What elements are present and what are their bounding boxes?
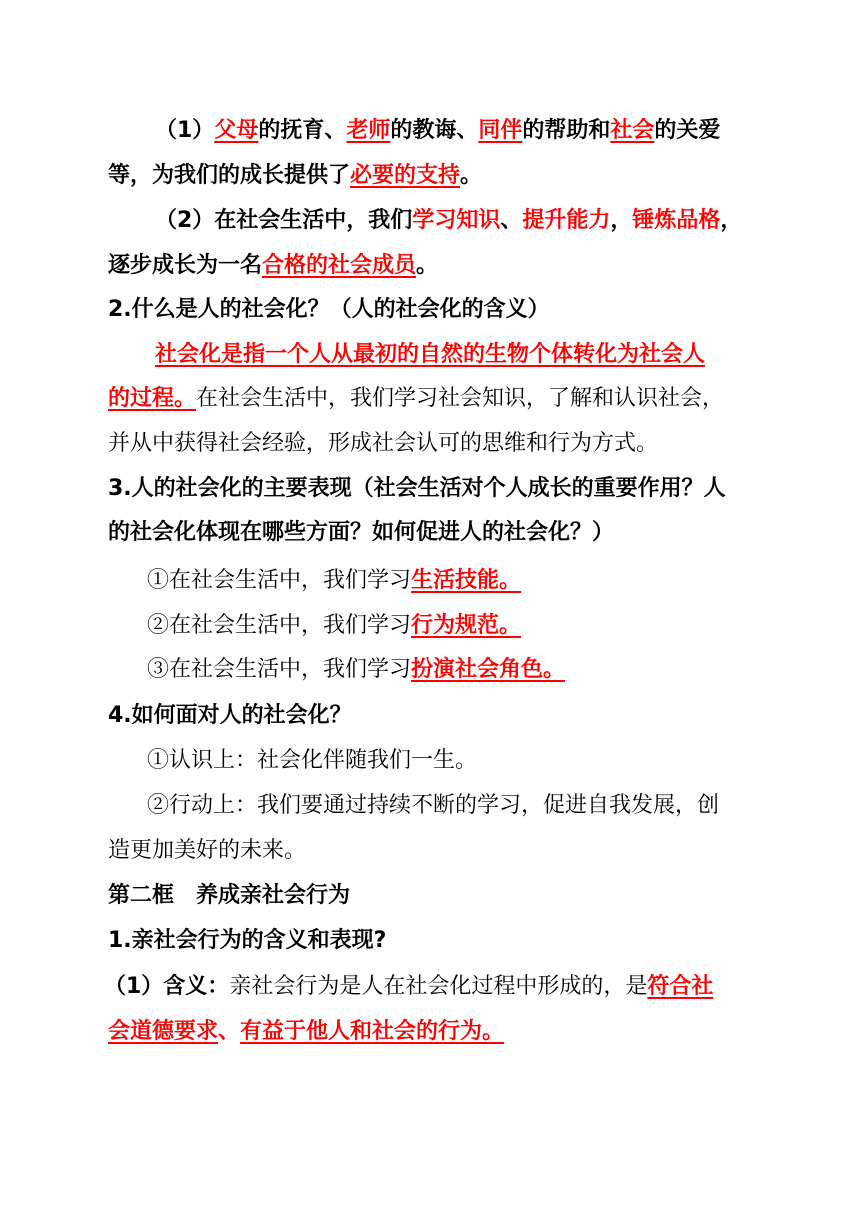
keyword-moral-end: 会道德要求 [108, 1019, 219, 1044]
text: ③在社会生活中，我们学习 [147, 657, 412, 682]
keyword-teachers: 老师 [346, 118, 391, 143]
text: ②在社会生活中，我们学习 [147, 613, 412, 638]
line-8 [108, 429, 658, 459]
heading-3 [108, 474, 726, 504]
section-title [108, 881, 350, 911]
text: ①认识上：社会化伴随我们一生。 [147, 748, 478, 773]
heading-1-prosocial [108, 926, 386, 956]
line-4 [108, 251, 438, 281]
line-10 [108, 518, 614, 548]
line-11 [147, 566, 521, 596]
text: （1） [155, 118, 215, 143]
text: 的抚育、 [258, 118, 347, 143]
text: 、 [500, 208, 523, 233]
text: 等，为我们的成长提供了 [108, 163, 351, 188]
heading-4 [108, 701, 352, 731]
definition-end: 的过程。 [108, 386, 197, 411]
text: 的帮助和 [522, 118, 611, 143]
line-2 [108, 161, 482, 191]
keyword-member: 合格的社会成员 [262, 253, 417, 278]
line-15 [147, 746, 477, 776]
text: ， [720, 208, 743, 233]
keyword-beneficial: 有益于他人和社会的行为。 [240, 1019, 505, 1044]
line-16 [147, 791, 719, 821]
keyword-life-skills: 生活技能。 [411, 568, 522, 593]
text: 。 [460, 163, 483, 188]
keyword-parents: 父母 [214, 118, 259, 143]
heading-text: 4.如何面对人的社会化？ [108, 703, 352, 728]
line-1 [155, 116, 720, 146]
text: 造更加美好的未来。 [108, 838, 307, 863]
section-label: 第二框 [108, 883, 175, 908]
text: ②行动上：我们要通过持续不断的学习，促进自我发展，创 [147, 793, 720, 818]
line-17 [108, 836, 306, 866]
text: 的关爱 [654, 118, 721, 143]
line-3 [155, 206, 742, 236]
keyword-ability: 提升能力 [522, 208, 611, 233]
text: （2）在社会生活中，我们 [155, 208, 413, 233]
text: 的社会化体现在哪些方面？如何促进人的社会化？） [108, 520, 615, 545]
keyword-peers: 同伴 [478, 118, 523, 143]
text: （1）含义： [104, 974, 230, 999]
section-name: 养成亲社会行为 [196, 883, 351, 908]
keyword-support: 必要的支持 [350, 163, 461, 188]
keyword-roles: 扮演社会角色。 [411, 657, 566, 682]
keyword-learn: 学习知识 [412, 208, 501, 233]
heading-text: 3.人的社会化的主要表现（社会生活对个人成长的重要作用？人 [108, 476, 726, 501]
definition-text: 社会化是指一个人从最初的自然的生物个体转化为社会人 [155, 342, 706, 367]
text: 并从中获得社会经验，形成社会认可的思维和行为方式。 [108, 431, 659, 456]
heading-2 [108, 295, 550, 325]
keyword-society: 社会 [610, 118, 655, 143]
keyword-moral: 符合社 [647, 974, 714, 999]
line-21 [108, 1017, 504, 1047]
line-12 [147, 611, 521, 641]
keyword-character: 锤炼品格 [632, 208, 721, 233]
keyword-norms: 行为规范。 [411, 613, 522, 638]
text: 。 [416, 253, 439, 278]
text: ①在社会生活中，我们学习 [147, 568, 412, 593]
line-6 [155, 340, 705, 370]
text: 逐步成长为一名 [108, 253, 263, 278]
line-20 [104, 972, 713, 1002]
line-13 [147, 655, 565, 685]
line-7 [108, 384, 724, 414]
text: 、 [218, 1019, 241, 1044]
heading-text: 2.什么是人的社会化？（人的社会化的含义） [108, 297, 550, 322]
heading-text: 1.亲社会行为的含义和表现? [108, 928, 387, 953]
text: 的教诲、 [390, 118, 479, 143]
text: ， [610, 208, 633, 233]
text: 亲社会行为是人在社会化过程中形成的，是 [229, 974, 648, 999]
text: 在社会生活中，我们学习社会知识，了解和认识社会， [196, 386, 725, 411]
